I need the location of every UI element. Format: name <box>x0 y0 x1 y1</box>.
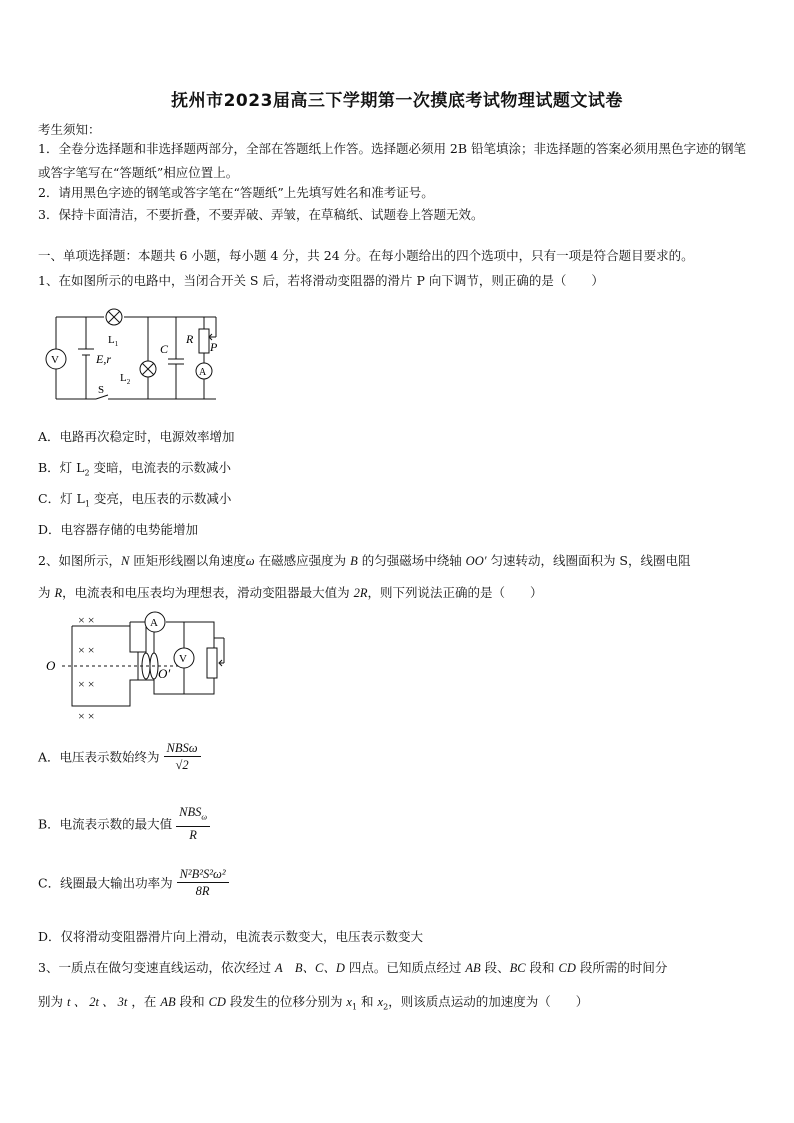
q2-fig-cross-3: × × <box>78 677 95 691</box>
q1-fig-R: R <box>186 332 194 346</box>
q1-fig-L1: $L_1$ <box>108 334 119 348</box>
q1-stem: 1、在如图所示的电路中，当闭合开关 S 后，若将滑动变阻器的滑片 P 向下调节，则正确的是（ ） <box>38 273 604 288</box>
q2-fig-cross-1: × × <box>78 613 95 627</box>
q2-fig-A: A <box>150 617 158 629</box>
notice-item-3: 3．保持卡面清洁，不要折叠，不要弄破、弄皱，在草稿纸、试题卷上答题无效。 <box>38 207 484 222</box>
q1-option-a: A．电路再次稳定时，电源效率增加 <box>38 429 235 444</box>
q2-stem-line1: 2、如图所示，N 匝矩形线圈以角速度ω 在磁感应强度为 B 的匀强磁场中绕轴 OO′ 匀速转动，线圈面积为 S，线圈电阻 <box>38 553 691 568</box>
q1-fig-C: C <box>160 342 169 356</box>
q2-stem-line2: 为 R，电流表和电压表均为理想表，滑动变阻器最大值为 2R，则下列说法正确的是（ ） <box>38 585 543 600</box>
q2-option-c: C．线圈最大输出功率为 $\frac{\text{N²B²S²ω²}}{8R}$ <box>38 866 229 899</box>
notice-item-2: 2．请用黑色字迹的钢笔或答字笔在“答题纸”上先填写姓名和准考证号。 <box>38 185 434 200</box>
q2-option-c-fraction: $\frac{\text{N²B²S²ω²}}{8R}$ <box>177 866 229 899</box>
q3-stem-line1: 3、一质点在做匀变速直线运动，依次经过 A B、C、D 四点。已知质点经过 AB 段、BC 段和 CD 段所需的时间分 <box>38 960 668 975</box>
q2-fig-cross-4: × × <box>78 709 95 723</box>
q1-circuit-diagram <box>38 305 228 405</box>
q2-option-b-fraction: $\frac{NBS_\omega}{R}$ <box>176 804 210 843</box>
q1-fig-A: A <box>199 367 207 378</box>
q1-option-b: B．灯 $L_2$ 变暗，电流表的示数减小 <box>38 460 232 478</box>
q2-option-a: A．电压表示数始终为 $\frac{\text{NBSω}}{√2}$ <box>38 740 201 773</box>
q2-generator-diagram <box>44 608 234 726</box>
q1-fig-P: P <box>210 340 218 354</box>
notice-heading: 考生须知： <box>38 122 101 137</box>
q2-fig-V: V <box>179 653 187 665</box>
q1-fig-L2: $L_2$ <box>120 372 131 386</box>
q2-option-b: B．电流表示数的最大值 $\frac{NBS_\omega}{R}$ <box>38 804 210 843</box>
notice-item-1: 1．全卷分选择题和非选择题两部分，全部在答题纸上作答。选择题必须用 2B 铅笔填涂；非选择题的答案必须用黑色字迹的钢笔或答字笔写在“答题纸”相应位置上。 <box>38 141 747 180</box>
q1-fig-V: V <box>51 354 59 366</box>
section-heading: 一、单项选择题：本题共 6 小题，每小题 4 分，共 24 分。在每小题给出的四个选项中，只有一项是符合题目要求的。 <box>38 248 694 263</box>
q2-fig-cross-2: × × <box>78 643 95 657</box>
q2-option-d: D．仅将滑动变阻器滑片向上滑动，电流表示数变大，电压表示数变大 <box>38 929 424 944</box>
q1-option-c: C．灯 $L_1$ 变亮，电压表的示数减小 <box>38 491 232 509</box>
q2-fig-O: O <box>46 658 56 673</box>
q1-fig-S: S <box>98 384 105 396</box>
q1-option-d: D．电容器存储的电势能增加 <box>38 522 199 537</box>
q2-fig-O2: O′ <box>158 666 171 681</box>
q2-option-a-fraction: $\frac{\text{NBSω}}{√2}$ <box>164 740 201 773</box>
page-title: 抚州市2023届高三下学期第一次摸底考试物理试题文试卷 <box>171 91 623 111</box>
q1-fig-Er: E,r <box>96 352 111 366</box>
q3-stem-line2: 别为 t 、 2t 、 3t ，在 AB 段和 CD 段发生的位移分别为 $x_1$ 和 $x_2$，则该质点运动的加速度为（ ） <box>38 994 589 1012</box>
